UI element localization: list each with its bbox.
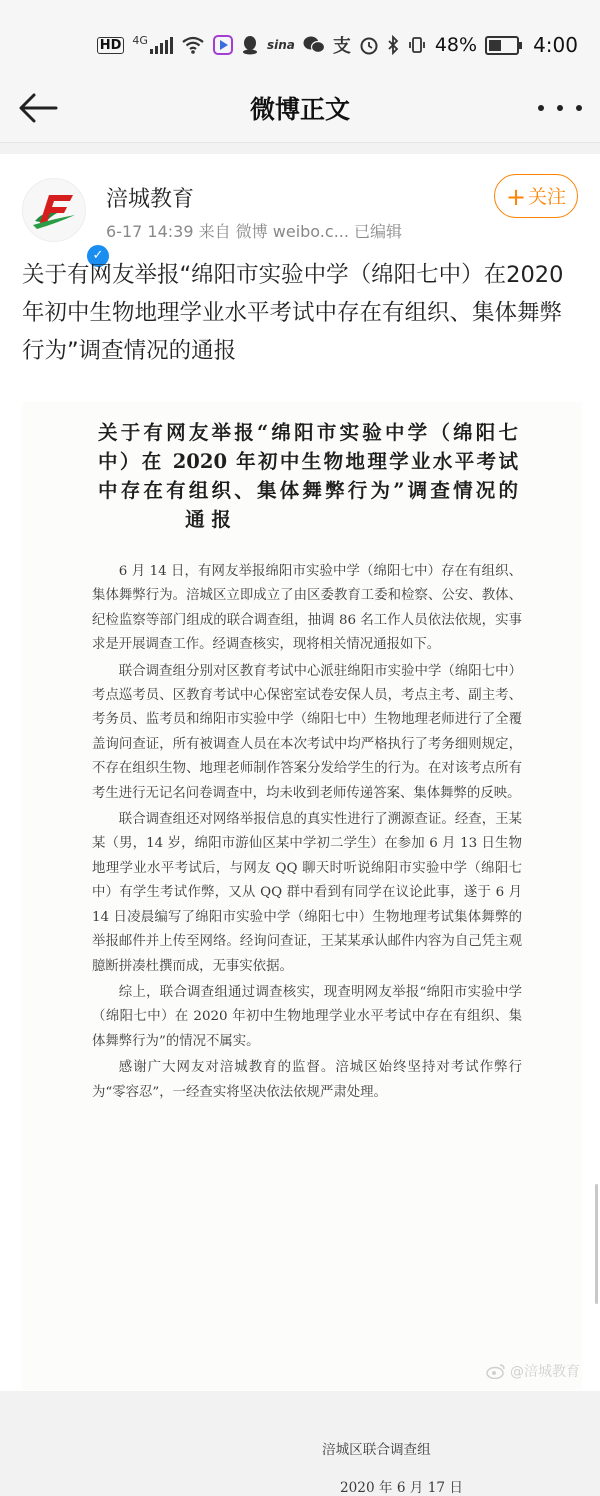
follow-label: 关注 — [528, 186, 567, 208]
notice-date: 2020 年 6 月 17 日 — [340, 1480, 463, 1496]
avatar[interactable] — [22, 178, 104, 263]
weibo-icon — [486, 1363, 506, 1379]
notice-paragraph: 联合调查组分别对区教育考试中心派驻绵阳市实验中学（绵阳七中）考点巡考员、区教育考试中心保密室试卷安保人员，考点主考、副主考、考务员、监考员和绵阳市实验中学（绵阳七中）生物地理老师进行了全覆盖询问查证，所有被调查人员在本次考试中均严格执行了考务细则规定，不存在组织生物、地理老师制作答案分发给学生的行为。在对该考点所有考生进行无记名问卷调查中，均未收到老师传递答案、集体舞弊的反映。 — [92, 663, 522, 801]
alarm-icon — [359, 35, 379, 55]
wifi-icon — [181, 35, 205, 55]
watermark — [486, 1361, 580, 1381]
notice-title-line: 中存在有组织、集体舞弊行为”调查情况的 — [98, 479, 518, 502]
battery-icon — [485, 36, 519, 55]
notice-image[interactable] — [22, 402, 582, 1496]
vibrate-icon — [407, 35, 427, 55]
media-icon — [213, 35, 233, 55]
more-dot — [557, 105, 563, 111]
sina-icon: sina — [266, 38, 295, 52]
wechat-icon — [303, 35, 325, 55]
status-icons — [97, 30, 578, 60]
signal-type-label: 4G — [132, 33, 148, 47]
follow-button[interactable] — [494, 174, 578, 218]
hd-icon: HD — [97, 37, 125, 54]
notice-paragraph: 联合调查组还对网络举报信息的真实性进行了溯源查证。经查，王某某（男，14 岁，绵阳市游仙区某中学初二学生）在参加 6 月 13 日生物地理学业水平考试后，与网友 QQ 聊天时听说绵阳市实验中学（绵阳七中）有学生考试作弊，又从 QQ 群中看到有同学在议论此事，遂于 6 月 14 日凌晨编写了绵阳市实验中学（绵阳七中）生物地理考试集体舞弊的举报邮件并上传至网络。经询问查证，王某某承认邮件内容为自己凭主观臆断拼凑杜撰而成，无事实依据。 — [92, 812, 522, 974]
watermark-text: @涪城教育 — [510, 1364, 580, 1380]
notice-paragraph: 6 月 14 日，有网友举报绵阳市实验中学（绵阳七中）存在有组织、集体舞弊行为。涪城区立即成立了由区委教育工委和检察、公安、教体、纪检监察等部门组成的联合调查组，抽调 86 名工作人员依法依规，实事求是开展调查工作。经调查核实，现将相关情况通报如下。 — [92, 564, 522, 653]
battery-percent: 48% — [434, 34, 478, 56]
qq-icon — [241, 35, 259, 55]
notice-signature: 涪城区联合调查组 — [322, 1442, 431, 1458]
status-bar — [0, 0, 600, 84]
author-name[interactable]: 涪城教育 — [106, 187, 195, 212]
more-dot — [538, 105, 544, 111]
notice-body — [92, 560, 522, 1107]
notice-title-line: 关于有网友举报“绵阳市实验中学（绵阳七 — [98, 421, 518, 444]
alipay-icon: 支 — [332, 36, 351, 57]
signal-icon — [150, 36, 173, 54]
notice-title-line: 中）在 2020 年初中生物地理学业水平考试 — [98, 450, 518, 473]
plus-icon: + — [505, 183, 527, 211]
notice-title-line: 通 报 — [185, 508, 231, 531]
bluetooth-icon — [387, 35, 399, 55]
notice-title — [98, 418, 518, 534]
verified-badge-icon: ✓ — [85, 243, 111, 269]
page-title: 微博正文 — [249, 95, 350, 124]
more-button[interactable] — [538, 92, 582, 124]
post-card — [0, 154, 600, 1496]
clock: 4:00 — [533, 33, 578, 57]
post-text: 关于有网友举报“绵阳市实验中学（绵阳七中）在2020年初中生物地理学业水平考试中存在有组织、集体舞弊行为”调查情况的通报 — [22, 262, 564, 364]
more-dot — [576, 105, 582, 111]
scrollbar[interactable] — [595, 1184, 598, 1304]
notice-paragraph: 综上，联合调查组通过调查核实，现查明网友举报“绵阳市实验中学（绵阳七中）在 2020 年初中生物地理学业水平考试中存在有组织、集体舞弊行为”的情况不属实。 — [92, 984, 522, 1049]
post-meta: 6-17 14:39 来自 微博 weibo.c... 已编辑 — [106, 222, 403, 241]
notice-paragraph: 感谢广大网友对涪城教育的监督。涪城区始终坚持对考试作弊行为“零容忍”，一经查实将坚决依法依规严肃处理。 — [92, 1060, 522, 1100]
logo-icon — [23, 179, 85, 241]
nav-bar — [0, 74, 600, 143]
